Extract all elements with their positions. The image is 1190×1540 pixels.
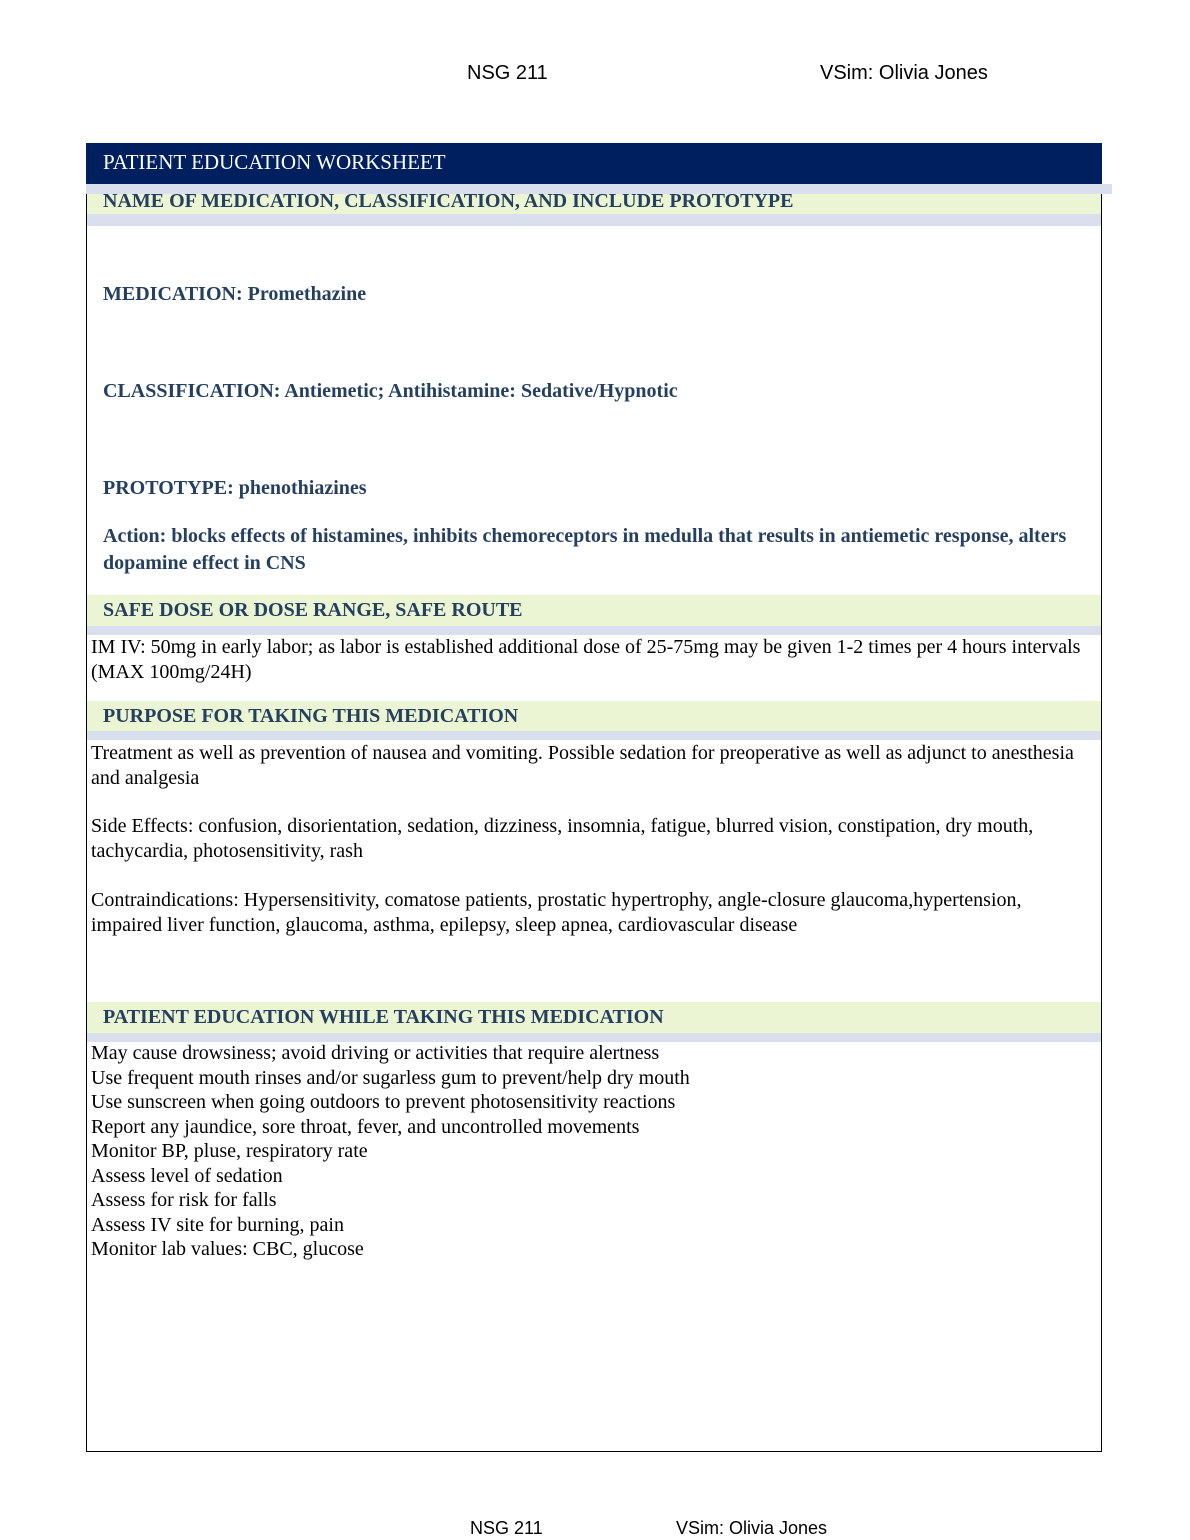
education-item: Assess for risk for falls [91,1189,277,1211]
medication-action: Action: blocks effects of histamines, inhibits chemoreceptors in medulla that results in antiemetic response, alters dopamine effect in CNS [103,525,1067,574]
header-course: NSG 211 [467,62,548,84]
dose-text: IM IV: 50mg in early labor; as labor is established additional dose of 25-75mg may be given 1-2 times per 4 hours intervals (MAX 100mg/24H) [91,636,1081,683]
purpose-text: Treatment as well as prevention of nausea and vomiting. Possible sedation for preoperative as well as adjunct to anesthesia and analgesia [91,742,1074,789]
education-item: Use sunscreen when going outdoors to prevent photosensitivity reactions [91,1091,676,1113]
medication-name: MEDICATION: Promethazine [103,283,367,305]
education-list [91,1041,690,1262]
section-divider-name [87,214,1101,226]
education-item: May cause drowsiness; avoid driving or activities that require alertness [91,1042,660,1064]
medication-classification: CLASSIFICATION: Antiemetic; Antihistamine: Sedative/Hypnotic [103,380,678,402]
section-heading-purpose: PURPOSE FOR TAKING THIS MEDICATION [87,701,1101,731]
education-item: Assess IV site for burning, pain [91,1213,344,1236]
footer-course: NSG 211 [470,1518,543,1538]
education-item: Report any jaundice, sore throat, fever, and uncontrolled movements [91,1115,640,1138]
contraindications-text: Contraindications: Hypersensitivity, comatose patients, prostatic hypertrophy, angle-closure glaucoma,hypertension, impaired liver function, glaucoma, asthma, epilepsy, sleep apnea, cardiovascular disease [91,889,1022,936]
education-item: Monitor BP, pluse, respiratory rate [91,1140,368,1162]
header-sim-title: VSim: Olivia Jones [820,62,988,84]
section-heading-education: PATIENT EDUCATION WHILE TAKING THIS MEDICATION [87,1002,1101,1033]
footer-sim-title: VSim: Olivia Jones [676,1518,828,1538]
section-heading-name: NAME OF MEDICATION, CLASSIFICATION, AND INCLUDE PROTOTYPE [87,194,1101,214]
education-item: Monitor lab values: CBC, glucose [91,1238,364,1260]
title-divider [86,184,1112,194]
education-item: Use frequent mouth rinses and/or sugarless gum to prevent/help dry mouth [91,1066,690,1089]
section-divider-purpose [87,731,1101,740]
education-item: Assess level of sedation [91,1164,283,1187]
section-heading-dose: SAFE DOSE OR DOSE RANGE, SAFE ROUTE [87,595,1101,626]
side-effects-text: Side Effects: confusion, disorientation, sedation, dizziness, insomnia, fatigue, blurred vision, constipation, dry mouth, tachycardia, photosensitivity, rash [91,815,1034,862]
medication-prototype: PROTOTYPE: phenothiazines [103,477,367,499]
section-divider-dose [87,626,1101,635]
worksheet-title: PATIENT EDUCATION WORKSHEET [86,143,1102,184]
